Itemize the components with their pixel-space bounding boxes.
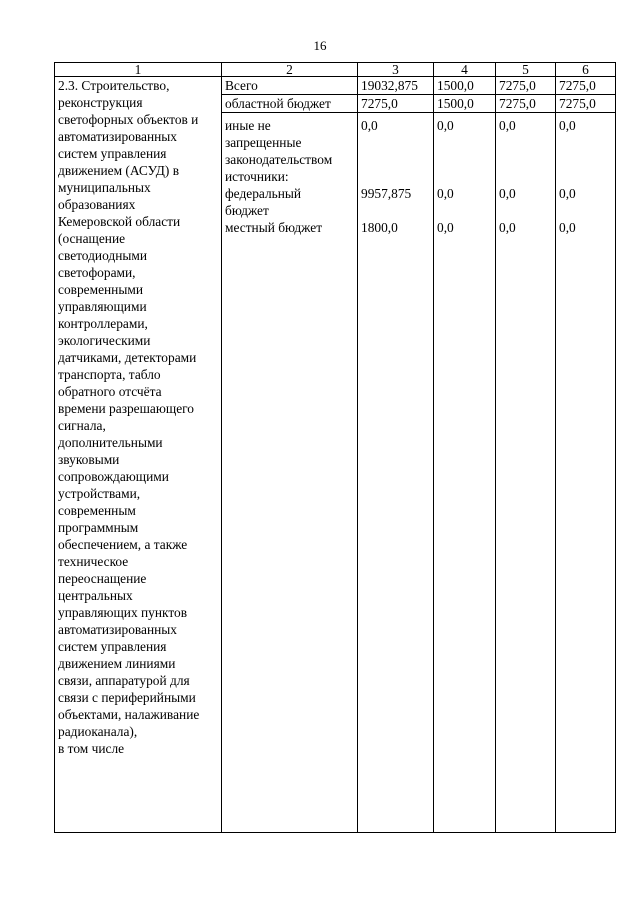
other-value-4: 0,0 [437,118,454,133]
other-value-3: 0,0 [361,118,378,133]
local-value-6: 0,0 [559,220,576,235]
source-federal [222,185,357,219]
values-col-4 [434,113,496,833]
regional-value-6: 7275,0 [556,95,616,113]
total-value-6: 7275,0 [556,77,616,95]
values-col-3 [358,113,434,833]
source-other [222,117,357,185]
column-header-6: 6 [556,63,616,77]
source-other-line: законодательством [225,152,333,167]
local-value-4: 0,0 [437,220,454,235]
other-value-6: 0,0 [559,118,576,133]
federal-value-3: 9957,875 [361,186,412,201]
source-local-line: местный бюджет [225,220,323,235]
source-federal-line: бюджет [225,203,269,218]
local-value-5: 0,0 [499,220,516,235]
total-value-5: 7275,0 [496,77,556,95]
column-header-3: 3 [358,63,434,77]
regional-value-4: 1500,0 [434,95,496,113]
total-value-4: 1500,0 [434,77,496,95]
regional-value-5: 7275,0 [496,95,556,113]
source-other-line: иные не [225,118,271,133]
federal-value-6: 0,0 [559,186,576,201]
source-list [222,113,358,833]
measure-description: 2.3. Строительство, реконструкция светофорных объектов и автоматизированных систем управления движением (АСУД) в муниципальных образованиях Кемеровской области (оснащение светодиодными светофорами, современными управляющими контроллерами, экологическими датчиками, детекторами транспорта, табло обратного отсчёта времени разрешающего сигнала, дополнительными звуковыми сопровождающими устройствами, современным программным обеспечением, а также техническое переоснащение центральных управляющих пунктов автоматизированных систем управления движением линиями связи, аппаратурой для связи с периферийными объектами, налаживание радиоканала), в том числе [55,77,222,833]
regional-value-3: 7275,0 [358,95,434,113]
budget-table [54,62,616,833]
source-regional: областной бюджет [222,95,358,113]
federal-value-5: 0,0 [499,186,516,201]
table-row-total [55,77,616,95]
column-header-2: 2 [222,63,358,77]
source-other-line: источники: [225,169,289,184]
other-value-5: 0,0 [499,118,516,133]
column-header-5: 5 [496,63,556,77]
column-header-1: 1 [55,63,222,77]
total-value-3: 19032,875 [358,77,434,95]
source-federal-line: федеральный [225,186,302,201]
page-number: 16 [313,38,327,53]
source-local [222,219,357,236]
table-header-row [55,63,616,77]
source-other-line: запрещенные [225,135,302,150]
values-col-6 [556,113,616,833]
source-total: Всего [222,77,358,95]
values-col-5 [496,113,556,833]
column-header-4: 4 [434,63,496,77]
federal-value-4: 0,0 [437,186,454,201]
local-value-3: 1800,0 [361,220,398,235]
